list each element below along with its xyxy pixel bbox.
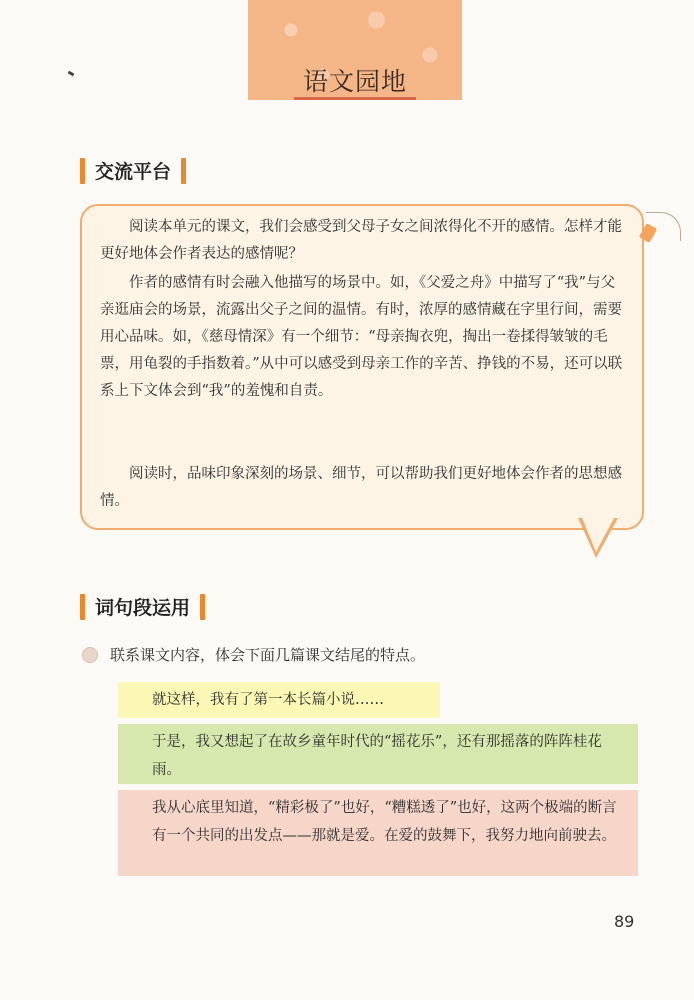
- quote-block: 于是，我又想起了在故乡童年时代的“摇花乐”，还有那摇落的阵阵桂花雨。: [118, 724, 638, 784]
- quote-block: 我从心底里知道，“精彩极了”也好，“糟糕透了”也好，这两个极端的断言有一个共同的出发点——那就是爱。在爱的鼓舞下，我努力地向前驶去。: [118, 790, 638, 876]
- page-title: 语文园地: [302, 67, 407, 96]
- speech-bubble-tail-fill: [582, 518, 614, 552]
- heading-bar-left: [80, 158, 85, 184]
- heading-bar-left: [80, 594, 85, 620]
- circle-number-icon: [82, 647, 98, 663]
- instruction-text: 联系课文内容，体会下面几篇课文结尾的特点。: [110, 646, 426, 664]
- title-underline: [294, 97, 416, 100]
- exercise-instruction: [82, 644, 425, 665]
- page-speck: [68, 71, 75, 77]
- section-title: 交流平台: [95, 161, 172, 183]
- paragraph: 阅读时，品味印象深刻的场景、细节，可以帮助我们更好地体会作者的思想感情。: [100, 466, 622, 509]
- paragraph: 作者的感情有时会融入他描写的场景中。如，《父爱之舟》中描写了“我”与父亲逛庙会的场景，流露出父子之间的温情。有时，浓厚的感情藏在字里行间，需要用心品味。如，《慈母情深》有一个细节：“母亲掏衣兜，掏出一卷揉得皱皱的毛票，用龟裂的手指数着。”从中可以感受到母亲工作的辛苦、挣钱的不易，还可以联系上下文体会到“我”的羞愧和自责。: [100, 275, 623, 399]
- quote-block: 就这样，我有了第一本长篇小说……: [118, 682, 440, 718]
- section-title: 词句段运用: [95, 597, 191, 619]
- section-heading-exchange: [80, 157, 186, 184]
- header-banner: [248, 0, 462, 100]
- heading-bar-right: [200, 594, 205, 620]
- section-heading-usage: [80, 593, 205, 620]
- paragraph: 阅读本单元的课文，我们会感受到父母子女之间浓得化不开的感情。怎样才能更好地体会作者表达的感情呢？: [100, 219, 622, 262]
- heading-bar-right: [181, 158, 186, 184]
- page-number: 89: [614, 912, 635, 931]
